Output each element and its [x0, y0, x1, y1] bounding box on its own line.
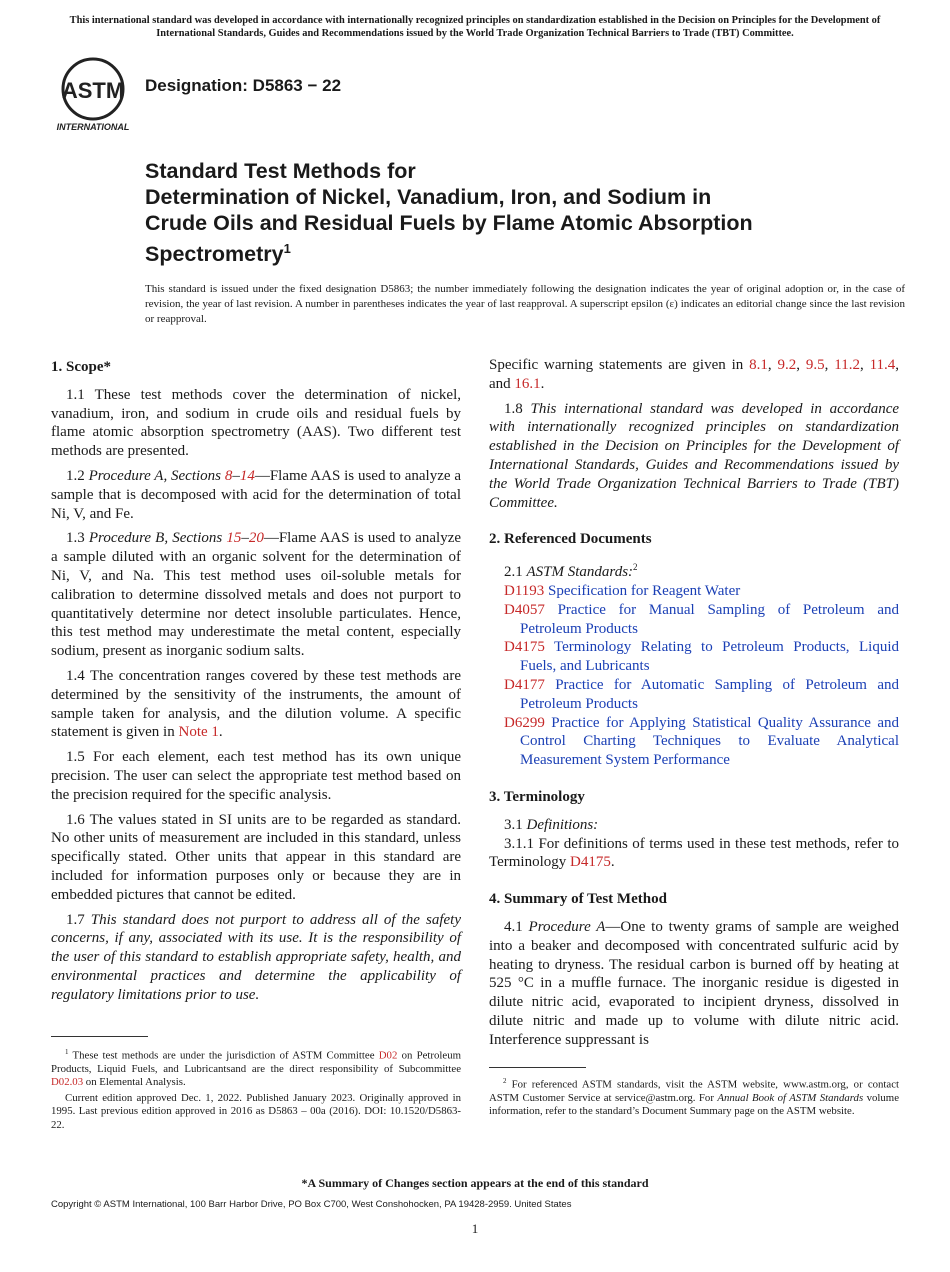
standard-title-d4057[interactable]: Practice for Manual Sampling of Petroleum and Petroleum Products	[520, 601, 899, 637]
paragraph-1-6: 1.6 The values stated in SI units are to be regarded as standard. No other units of measurement are included in this standard, unless specifically stated. Other units that appear in this standard are included for information purposes only or because they are in embedded pictures that cannot be edited.	[51, 811, 461, 903]
paragraph-1-7-cont: Specific warning statements are given in 8.1, 9.2, 9.5, 11.2, 11.4, and 16.1.	[489, 357, 900, 392]
section-heading-summary: 4. Summary of Test Method	[489, 891, 667, 908]
left-column	[51, 358, 461, 1011]
footnote-1-text: $^1$ These test methods are under the jurisdiction of ASTM Committee D02 on Petroleum Products, Liquid Fuels, and Lubricantsand are the direct responsibility of Subcommittee D02.03 on Elemental Analysis.	[51, 1048, 462, 1089]
warning-link-16-1[interactable]: 16.1	[514, 375, 541, 392]
paragraph-1-3: 1.3 Procedure B, Sections 15–20—Flame AAS is used to analyze a sample diluted with an organic solvent for the determination of Ni, V, and Na. This test method uses oil-soluble metals for calibration to determine dissolved metals and does not purport to quantitatively determine nor detect insoluble particulates. Hence, this test method may underestimate the metal content, especially sodium, present as inorganic sodium salts.	[51, 530, 462, 660]
paragraph-1-1: 1.1 These test methods cover the determination of nickel, vanadium, iron, and sodium in crude oils and residual fuels by flame atomic absorption spectrometry (AAS). Two different test methods are presented.	[51, 386, 461, 460]
section-link-8[interactable]: 8	[224, 467, 233, 484]
title-line-1: Standard Test Methods for	[145, 159, 416, 183]
paragraph-1-4: 1.4 The concentration ranges covered by these test methods are determined by the sensitivity of the instruments, the amount of sample taken for analysis, and the dilution volume. A specific statement is given in Note 1.	[51, 667, 461, 741]
warning-link-9-2[interactable]: 9.2	[777, 357, 797, 373]
footnote-2	[489, 1075, 899, 1121]
section-heading-terminology: 3. Terminology	[489, 788, 585, 805]
list-item	[489, 601, 899, 639]
paragraph-1-8: 1.8 This international standard was developed in accordance with internationally recognized principles on standardization established in the Decision on Principles for the Development of International Standards, Guides and Recommendations issued by the World Trade Organization Technical Barriers to Trade (TBT) Committee.	[489, 400, 900, 511]
page-number: 1	[471, 1221, 479, 1236]
section-link-14[interactable]: 14	[239, 467, 255, 484]
document-title	[145, 158, 845, 267]
list-item	[489, 676, 899, 714]
warning-link-11-2[interactable]: 11.2	[834, 357, 860, 373]
standard-title-d1193[interactable]: Specification for Reagent Water	[548, 582, 741, 599]
section-link-15[interactable]: 15	[226, 530, 242, 547]
section-link-20[interactable]: 20	[248, 530, 264, 547]
title-line-3: Crude Oils and Residual Fuels by Flame Atomic Absorption	[145, 211, 753, 235]
standard-title-d4177[interactable]: Practice for Automatic Sampling of Petroleum and Petroleum Products	[520, 676, 899, 712]
standard-link-d1193[interactable]: D1193	[504, 582, 545, 599]
list-item	[489, 714, 899, 770]
section-heading-referenced-documents: 2. Referenced Documents	[489, 531, 652, 548]
issuance-statement: This standard is issued under the fixed designation D5863; the number immediately following the designation indicates the year of original adoption or, in the case of revision, the year of last revision. A number in parentheses indicates the year of last reapproval. A superscript epsilon (ε) indicates an editorial change since the last revision or reapproval.	[145, 283, 905, 325]
standard-link-d6299[interactable]: D6299	[504, 714, 545, 731]
tbt-notice: This international standard was developed in accordance with internationally recognized principles on standardization established in the Decision on Principles for the Development of International Standards, Guides and Recommendations issued by the World Trade Organization Technical Barriers to Trade (TBT) Committee.	[69, 15, 881, 39]
designation: Designation: D5863 − 22	[145, 76, 342, 95]
list-item	[489, 638, 899, 676]
footnote-divider-left	[51, 1036, 148, 1037]
list-item	[489, 582, 899, 601]
footnote-2-text: $^2$ For referenced ASTM standards, visit the ASTM website, www.astm.org, or contact ASTM Customer Service at service@astm.org. For Annual Book of ASTM Standards volume information, refer to the standard’s Document Summary page on the ASTM website.	[489, 1077, 899, 1118]
footnote-divider-right	[489, 1067, 586, 1068]
footnote-1	[51, 1046, 461, 1134]
title-line-4: Spectrometry	[145, 242, 284, 267]
astm-logo-icon	[52, 56, 134, 134]
copyright-line: Copyright © ASTM International, 100 Barr Harbor Drive, PO Box C700, West Conshohocken, PA 19428-2959. United States	[51, 1199, 572, 1210]
standard-link-d4177[interactable]: D4177	[504, 676, 545, 693]
paragraph-2-1: 2.1 ASTM Standards:$^2$	[504, 562, 638, 581]
footnote-1-edition: Current edition approved Dec. 1, 2022. Published January 2023. Originally approved in 1995. Last previous edition approved in 2016 as D5863 – 00a (2016). DOI: 10.1520/D5863-22.	[51, 1091, 461, 1131]
warning-link-8-1[interactable]: 8.1	[749, 357, 768, 373]
title-footnote-marker[interactable]: 1	[283, 241, 291, 256]
warning-link-11-4[interactable]: 11.4	[869, 357, 896, 373]
summary-of-changes-note: *A Summary of Changes section appears at the end of this standard	[301, 1176, 649, 1190]
committee-link-d02[interactable]: D02	[378, 1049, 398, 1062]
footnote-2-marker[interactable]: 2	[633, 562, 638, 573]
standard-link-d4175[interactable]: D4175	[504, 639, 545, 656]
right-column	[489, 356, 899, 1056]
standard-link-d4057[interactable]: D4057	[504, 601, 545, 618]
paragraph-1-2: 1.2 Procedure A, Sections 8–14—Flame AAS is used to analyze a sample that is decomposed with acid for the determination of total Ni, V, and Fe.	[51, 467, 461, 522]
note-1-link[interactable]: Note 1	[178, 724, 219, 741]
title-line-2: Determination of Nickel, Vanadium, Iron, and Sodium in	[145, 185, 712, 209]
paragraph-3-1-1: 3.1.1 For definitions of terms used in these test methods, refer to Terminology D4175.	[489, 835, 899, 871]
logo-text: ASTM	[61, 78, 125, 103]
warning-link-9-5[interactable]: 9.5	[805, 357, 825, 373]
paragraph-1-5: 1.5 For each element, each test method has its own unique precision. The user can select the appropriate test method based on the precision required for the specific analysis.	[51, 749, 461, 803]
paragraph-4-1: 4.1 Procedure A—One to twenty grams of sample are weighed into a beaker and decomposed with concentrated sulfuric acid by heating to dryness. The residual carbon is burned off by heating at 525 °C in a muffle furnace. The inorganic residue is digested in dilute nitric acid, evaporated to incipient dryness, dissolved in dilute nitric and made up to volume with dilute nitric acid. Interference suppressant is	[489, 918, 900, 1048]
referenced-standards-list	[489, 582, 899, 770]
paragraph-3-1: 3.1 Definitions:	[504, 816, 599, 833]
subcommittee-link-d02-03[interactable]: D02.03	[51, 1076, 84, 1089]
standard-title-d6299[interactable]: Practice for Applying Statistical Quality Assurance and Control Charting Techniques to Evaluate Analytical Measurement System Performance	[520, 714, 899, 769]
standard-title-d4175[interactable]: Terminology Relating to Petroleum Products, Liquid Fuels, and Lubricants	[520, 639, 899, 675]
section-heading-scope: 1. Scope*	[51, 359, 111, 375]
terminology-link-d4175[interactable]: D4175	[570, 854, 611, 871]
paragraph-1-7: 1.7 This standard does not purport to address all of the safety concerns, if any, associated with its use. It is the responsibility of the user of this standard to establish appropriate safety, health, and environmental practices and determine the applicability of regulatory limitations prior to use.	[51, 911, 461, 1003]
logo-subtext: INTERNATIONAL	[56, 122, 130, 132]
